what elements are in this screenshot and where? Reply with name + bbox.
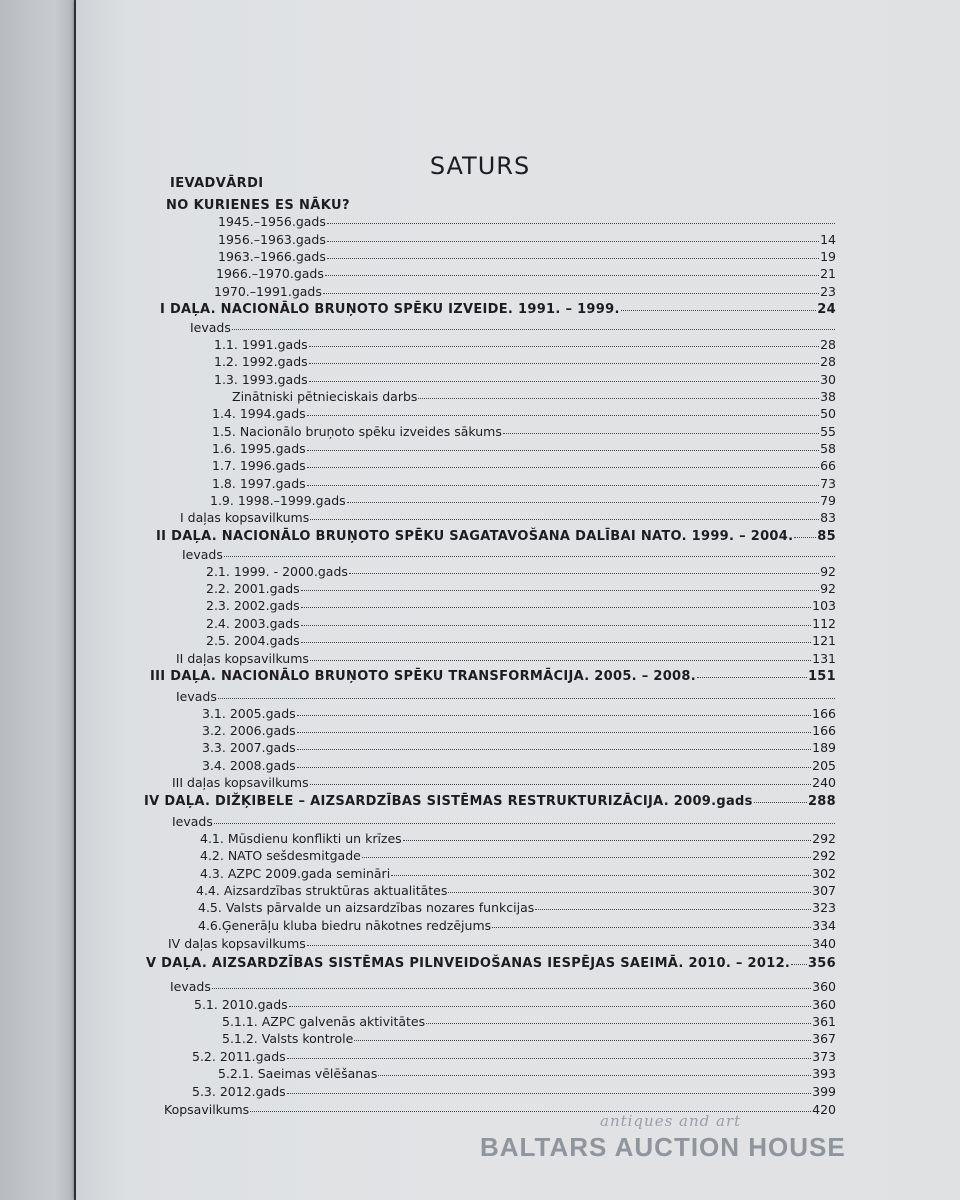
toc-page-number: 399 <box>812 1084 836 1099</box>
toc-entry-title: 5.2.1. Saeimas vēlēšanas <box>218 1066 378 1081</box>
toc-entry <box>222 1014 836 1030</box>
toc-entry <box>202 723 836 739</box>
toc-entry <box>212 476 836 492</box>
toc-leader-dots <box>310 510 819 520</box>
toc-entry <box>170 176 264 192</box>
toc-leader-dots <box>297 758 811 768</box>
toc-leader-dots <box>310 775 812 785</box>
toc-leader-dots <box>448 883 811 893</box>
toc-leader-dots <box>362 848 811 858</box>
toc-entry <box>202 758 836 774</box>
toc-entry <box>194 997 836 1013</box>
toc-leader-dots <box>791 955 807 965</box>
toc-leader-dots <box>418 389 819 399</box>
toc-entry-title: 1.2. 1992.gads <box>214 354 308 369</box>
toc-page-number: 92 <box>820 581 836 596</box>
toc-leader-dots <box>310 651 811 661</box>
toc-page-number: 23 <box>820 284 836 299</box>
toc-page-number: 166 <box>812 706 836 721</box>
toc-leader-dots <box>309 337 819 347</box>
toc-entry-title: 1.5. Nacionālo bruņoto spēku izveides sākums <box>212 424 502 439</box>
toc-page-number: 340 <box>812 936 836 951</box>
toc-leader-dots <box>426 1014 811 1024</box>
toc-entry <box>176 651 836 667</box>
toc-entry <box>206 616 836 632</box>
toc-page-number: 79 <box>820 493 836 508</box>
toc-entry <box>222 1031 836 1047</box>
toc-page-number: 83 <box>820 510 836 525</box>
toc-leader-dots <box>307 441 819 451</box>
toc-entry-title: 3.4. 2008.gads <box>202 758 296 773</box>
toc-entry <box>206 598 836 614</box>
toc-entry-title: Ievads <box>190 320 231 335</box>
toc-page-number: 103 <box>812 598 836 613</box>
toc-entry <box>200 866 836 882</box>
toc-entry <box>202 706 836 722</box>
toc-entry-title: 5.3. 2012.gads <box>192 1084 286 1099</box>
toc-page-number: 24 <box>817 302 836 317</box>
toc-entry <box>192 1084 836 1100</box>
toc-leader-dots <box>349 564 819 574</box>
toc-leader-dots <box>327 249 819 259</box>
toc-page-number: 323 <box>812 900 836 915</box>
toc-page-number: 288 <box>807 794 836 809</box>
toc-entry-title: III daļas kopsavilkums <box>172 775 309 790</box>
toc-entry-title: 1966.–1970.gads <box>216 266 324 281</box>
toc-leader-dots <box>503 424 819 434</box>
toc-entry-title: 4.3. AZPC 2009.gada semināri <box>200 866 391 881</box>
toc-leader-dots <box>301 581 819 591</box>
toc-page-number: 66 <box>820 458 836 473</box>
toc-leader-dots <box>307 476 819 486</box>
toc-entry <box>210 493 836 509</box>
toc-leader-dots <box>621 301 817 311</box>
toc-entry-title: 1970.–1991.gads <box>214 284 322 299</box>
toc-entry-title: 1.3. 1993.gads <box>214 372 308 387</box>
toc-page-number: 292 <box>812 848 836 863</box>
toc-entry <box>216 266 836 282</box>
toc-leader-dots <box>378 1066 811 1076</box>
toc-page-number: 356 <box>807 956 836 971</box>
toc-entry-title: 5.1. 2010.gads <box>194 997 288 1012</box>
toc-entry <box>176 689 836 705</box>
toc-entry-title: IV DAĻA. DIŽĶIBELE – AIZSARDZĪBAS SISTĒMAS RESTRUKTURIZĀCIJA. 2009.gads <box>144 794 753 809</box>
toc-page-number: 73 <box>820 476 836 491</box>
toc-page-number: 85 <box>817 529 836 544</box>
toc-entry-title: 1.4. 1994.gads <box>212 406 306 421</box>
toc-leader-dots <box>224 547 835 557</box>
toc-leader-dots <box>307 458 819 468</box>
toc-leader-dots <box>535 900 811 910</box>
toc-page-number: 19 <box>820 249 836 264</box>
toc-leader-dots <box>301 616 811 626</box>
toc-entry-title: 1.8. 1997.gads <box>212 476 306 491</box>
toc-entry <box>172 814 836 830</box>
toc-entry <box>168 936 836 952</box>
toc-entry-title: Ievads <box>172 814 213 829</box>
toc-page-number: 307 <box>812 883 836 898</box>
watermark <box>480 1110 880 1170</box>
toc-entry-title: 1.1. 1991.gads <box>214 337 308 352</box>
toc-entry-title: 5.1.2. Valsts kontrole <box>222 1031 354 1046</box>
toc-leader-dots <box>754 793 807 803</box>
toc-page-number: 14 <box>820 232 836 247</box>
toc-entry <box>218 1066 836 1082</box>
toc-entry <box>150 669 836 685</box>
toc-entry <box>182 547 836 563</box>
toc-entry <box>198 900 836 916</box>
toc-entry-title: 5.2. 2011.gads <box>192 1049 286 1064</box>
toc-entry-title: V DAĻA. AIZSARDZĪBAS SISTĒMAS PILNVEIDOŠANAS IESPĒJAS SAEIMĀ. 2010. – 2012. <box>146 956 791 971</box>
toc-entry <box>206 581 836 597</box>
toc-entry-title: IEVADVĀRDI <box>170 176 264 191</box>
toc-page-number: 121 <box>812 633 836 648</box>
toc-entry <box>218 249 836 265</box>
toc-page-number: 28 <box>820 337 836 352</box>
toc-page-number: 393 <box>812 1066 836 1081</box>
toc-leader-dots <box>212 979 811 989</box>
toc-page-number: 367 <box>812 1031 836 1046</box>
toc-page-number: 420 <box>812 1102 836 1117</box>
toc-entry <box>218 232 836 248</box>
toc-leader-dots <box>214 814 835 824</box>
toc-leader-dots <box>297 740 811 750</box>
toc-entry-title: Ievads <box>176 689 217 704</box>
toc-entry <box>232 389 836 405</box>
toc-entry <box>202 740 836 756</box>
toc-leader-dots <box>307 936 811 946</box>
toc-entry-title: III DAĻA. NACIONĀLO BRUŅOTO SPĒKU TRANSFORMĀCIJA. 2005. – 2008. <box>150 669 696 684</box>
toc-leader-dots <box>323 284 819 294</box>
toc-page-number: 360 <box>812 979 836 994</box>
toc-entry-title: 4.5. Valsts pārvalde un aizsardzības nozares funkcijas <box>198 900 535 915</box>
toc-page-number: 334 <box>812 918 836 933</box>
watermark-tagline: antiques and art <box>600 1112 742 1130</box>
toc-entry-title: 5.1.1. AZPC galvenās aktivitātes <box>222 1014 426 1029</box>
toc-entry-title: Zinātniski pētnieciskais darbs <box>232 389 418 404</box>
toc-page-number: 92 <box>820 564 836 579</box>
toc-page-number: 112 <box>812 616 836 631</box>
toc-entry <box>214 284 836 300</box>
toc-entry-title: 1.9. 1998.–1999.gads <box>210 493 346 508</box>
toc-entry-title: 3.2. 2006.gads <box>202 723 296 738</box>
toc-entry-title: II daļas kopsavilkums <box>176 651 309 666</box>
toc-entry <box>166 198 350 214</box>
toc-entry-title: 1.6. 1995.gads <box>212 441 306 456</box>
toc-leader-dots <box>301 633 811 643</box>
toc-entry-title: IV daļas kopsavilkums <box>168 936 306 951</box>
toc-entry-title: NO KURIENES ES NĀKU? <box>166 198 350 213</box>
toc-page-number: 205 <box>812 758 836 773</box>
toc-page-number: 240 <box>812 775 836 790</box>
toc-leader-dots <box>232 320 835 330</box>
toc-page-number: 55 <box>820 424 836 439</box>
toc-entry-title: Kopsavilkums <box>164 1102 250 1117</box>
toc-entry-title: I DAĻA. NACIONĀLO BRUŅOTO SPĒKU IZVEIDE. 1991. – 1999. <box>160 302 620 317</box>
toc-page-number: 28 <box>820 354 836 369</box>
toc-entry-title: 2.3. 2002.gads <box>206 598 300 613</box>
toc-entry-title: 1945.–1956.gads <box>218 214 326 229</box>
toc-leader-dots <box>391 866 811 876</box>
toc-entry <box>212 406 836 422</box>
toc-entry <box>212 458 836 474</box>
toc-leader-dots <box>307 406 819 416</box>
toc-entry <box>192 1049 836 1065</box>
toc-entry <box>212 424 836 440</box>
toc-entry <box>198 918 836 934</box>
toc-leader-dots <box>327 232 819 242</box>
toc-leader-dots <box>403 831 811 841</box>
toc-page-number: 361 <box>812 1014 836 1029</box>
toc-page-number: 38 <box>820 389 836 404</box>
toc-leader-dots <box>289 997 811 1007</box>
toc-leader-dots <box>794 528 816 538</box>
toc-leader-dots <box>287 1049 811 1059</box>
toc-page-number: 166 <box>812 723 836 738</box>
toc-leader-dots <box>309 372 819 382</box>
toc-entry-title: 1.7. 1996.gads <box>212 458 306 473</box>
toc-page-number: 21 <box>820 266 836 281</box>
toc-entry <box>170 979 836 995</box>
toc-entry-title: 4.2. NATO sešdesmitgade <box>200 848 361 863</box>
toc-entry-title: II DAĻA. NACIONĀLO BRUŅOTO SPĒKU SAGATAVOŠANA DALĪBAI NATO. 1999. – 2004. <box>156 529 794 544</box>
toc-entry-title: 3.3. 2007.gads <box>202 740 296 755</box>
toc-page-number: 189 <box>812 740 836 755</box>
toc-page-number: 360 <box>812 997 836 1012</box>
toc-entry <box>196 883 836 899</box>
toc-entry <box>212 441 836 457</box>
toc-page-number: 30 <box>820 372 836 387</box>
toc-entry-title: 4.4. Aizsardzības struktūras aktualitātes <box>196 883 448 898</box>
toc-leader-dots <box>301 598 811 608</box>
toc-entry-title: Ievads <box>182 547 223 562</box>
toc-leader-dots <box>327 214 835 224</box>
toc-entry <box>200 831 836 847</box>
toc-entry-title: 2.2. 2001.gads <box>206 581 300 596</box>
toc-entry <box>190 320 836 336</box>
toc-entry <box>218 214 836 230</box>
toc-page-number: 131 <box>812 651 836 666</box>
toc-entry <box>214 372 836 388</box>
toc-entry-title: 2.5. 2004.gads <box>206 633 300 648</box>
toc-entry-title: 1956.–1963.gads <box>218 232 326 247</box>
toc-leader-dots <box>347 493 819 503</box>
toc-entry <box>206 633 836 649</box>
toc-leader-dots <box>287 1084 811 1094</box>
toc-page-number: 151 <box>807 669 836 684</box>
toc-entry <box>156 529 836 545</box>
toc-leader-dots <box>354 1031 811 1041</box>
watermark-logo-text: BALTARS AUCTION HOUSE <box>480 1132 846 1162</box>
page-title: SATURS <box>429 152 531 181</box>
toc-page-number: 50 <box>820 406 836 421</box>
toc-leader-dots <box>492 918 811 928</box>
toc-page-number: 373 <box>812 1049 836 1064</box>
toc-entry <box>172 775 836 791</box>
toc-leader-dots <box>297 723 811 733</box>
toc-entry-title: 1963.–1966.gads <box>218 249 326 264</box>
toc-leader-dots <box>309 354 819 364</box>
toc-entry <box>160 302 836 318</box>
toc-entry-title: 2.1. 1999. - 2000.gads <box>206 564 348 579</box>
toc-entry-title: 4.6.Ģenerāļu kluba biedru nākotnes redzējums <box>198 918 492 933</box>
toc-entry-title: Ievads <box>170 979 211 994</box>
toc-entry-title: 2.4. 2003.gads <box>206 616 300 631</box>
toc-entry <box>206 564 836 580</box>
toc-entry <box>146 956 836 972</box>
toc-entry <box>200 848 836 864</box>
toc-entry <box>144 794 836 810</box>
toc-leader-dots <box>325 266 819 276</box>
toc-page-number: 302 <box>812 866 836 881</box>
toc-entry-title: 4.1. Mūsdienu konflikti un krīzes <box>200 831 402 846</box>
toc-leader-dots <box>218 689 835 699</box>
toc-page-number: 292 <box>812 831 836 846</box>
toc-entry <box>214 337 836 353</box>
toc-entry-title: I daļas kopsavilkums <box>180 510 310 525</box>
toc-entry-title: 3.1. 2005.gads <box>202 706 296 721</box>
toc-leader-dots <box>697 668 807 678</box>
toc-entry <box>214 354 836 370</box>
toc-leader-dots <box>297 706 811 716</box>
toc-page-number: 58 <box>820 441 836 456</box>
toc-entry <box>180 510 836 526</box>
